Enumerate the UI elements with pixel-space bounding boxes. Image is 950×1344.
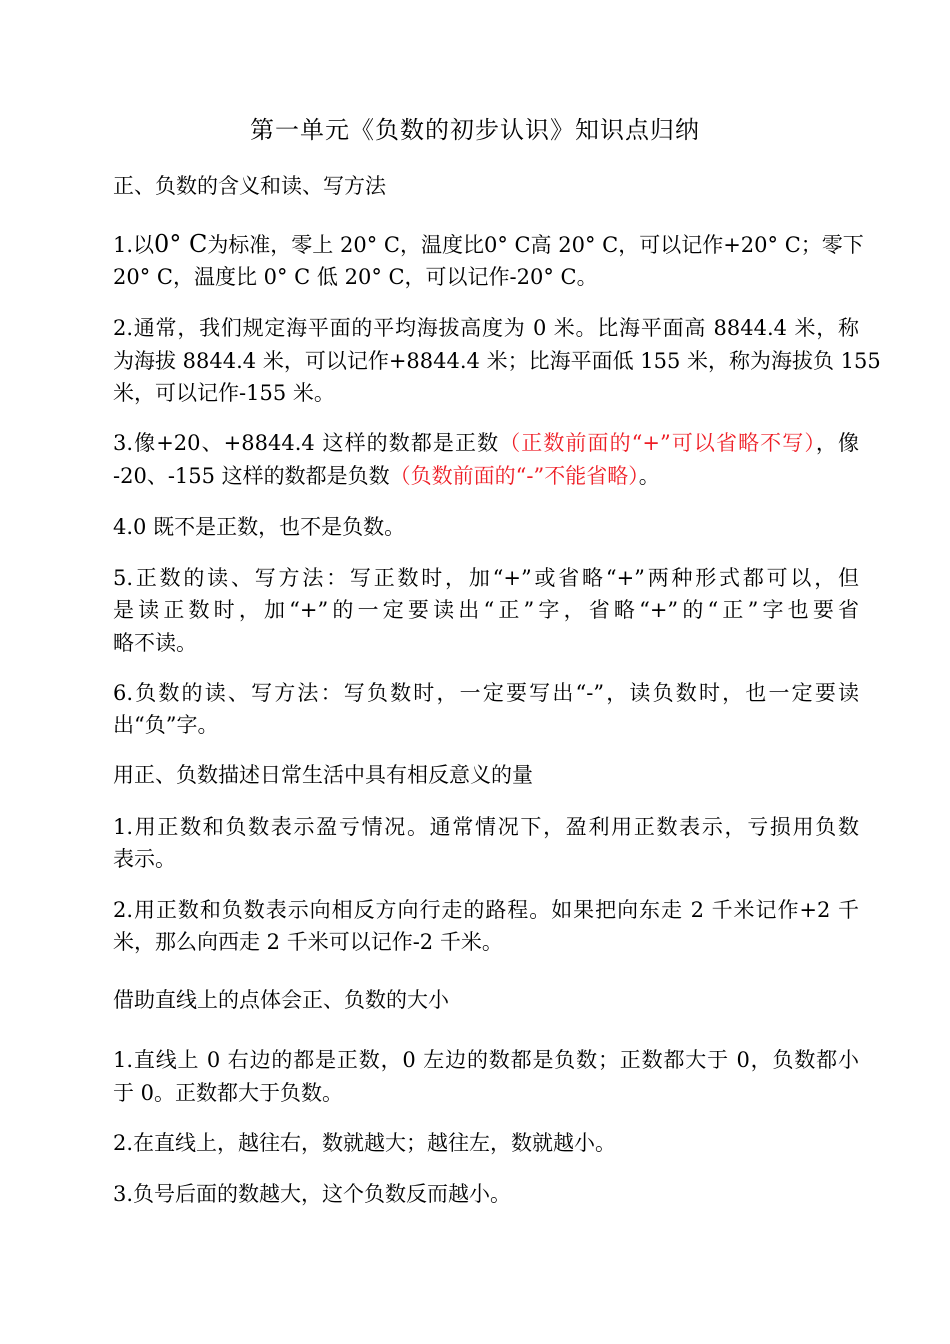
- section-heading-number-line: 借助直线上的点体会正、负数的大小: [113, 988, 449, 1012]
- paragraph-line: 2.在直线上，越往右，数就越大；越往左，数就越小。: [113, 1131, 617, 1155]
- section-heading-opposite-quantities: 用正、负数描述日常生活中具有相反意义的量: [113, 763, 533, 787]
- text-run: ，像: [815, 431, 860, 455]
- paragraph-line: 2.用正数和负数表示向相反方向行走的路程。如果把向东走 2 千米记作+2 千: [113, 898, 859, 922]
- text-run: 为标准，零上 20° C，温度比0° C高 20° C，可以记作+20° C；零下: [207, 233, 864, 257]
- paragraph-line: 表示。: [113, 847, 176, 871]
- paragraph-line: 于 0。正数都大于负数。: [113, 1081, 344, 1105]
- section-heading-meaning: 正、负数的含义和读、写方法: [113, 174, 386, 198]
- paragraph-line: 是读正数时，加“+”的一定要读出“正”字，省略“+”的“正”字也要省: [113, 598, 859, 622]
- paragraph-line: 1.直线上 0 右边的都是正数，0 左边的数都是负数；正数都大于 0，负数都小: [113, 1048, 859, 1072]
- emphasis-text: （正数前面的“+”可以省略不写）: [499, 431, 816, 455]
- paragraph-line: 2.通常，我们规定海平面的平均海拔高度为 0 米。比海平面高 8844.4 米，称: [113, 316, 859, 340]
- paragraph-line: 3.负号后面的数越大，这个负数反而越小。: [113, 1182, 512, 1206]
- paragraph-line: 20° C，温度比 0° C 低 20° C，可以记作-20° C。: [113, 265, 598, 289]
- text-run: 3.像+20、+8844.4 这样的数都是正数: [113, 431, 500, 455]
- text-run: 1.以: [113, 233, 155, 257]
- emphasis-text: （负数前面的“-”不能省略）: [389, 464, 639, 488]
- paragraph-line: [113, 460, 660, 492]
- paragraph-line: 5.正数的读、写方法：写正数时，加“+”或省略“+”两种形式都可以，但: [113, 566, 859, 590]
- text-run: -20、-155 这样的数都是负数: [113, 464, 390, 488]
- paragraph-line: 4.0 既不是正数，也不是负数。: [113, 515, 406, 539]
- paragraph-line: 略不读。: [113, 631, 197, 655]
- text-run: 。: [638, 464, 660, 488]
- paragraph-line: 米，可以记作-155 米。: [113, 381, 335, 405]
- paragraph-line: 6.负数的读、写方法：写负数时，一定要写出“-”，读负数时，也一定要读: [113, 681, 859, 705]
- paragraph-line: 出“负”字。: [113, 713, 219, 737]
- paragraph-line: [113, 427, 859, 459]
- paragraph-line: [113, 228, 864, 261]
- paragraph-line: 1.用正数和负数表示盈亏情况。通常情况下，盈利用正数表示，亏损用负数: [113, 815, 859, 839]
- page-title: 第一单元《负数的初步认识》知识点归纳: [250, 116, 700, 144]
- text-run: 0° C: [154, 230, 208, 258]
- paragraph-line: 为海拔 8844.4 米，可以记作+8844.4 米；比海平面低 155 米，称为海拔负 155: [113, 349, 881, 373]
- paragraph-line: 米，那么向西走 2 千米可以记作-2 千米。: [113, 930, 503, 954]
